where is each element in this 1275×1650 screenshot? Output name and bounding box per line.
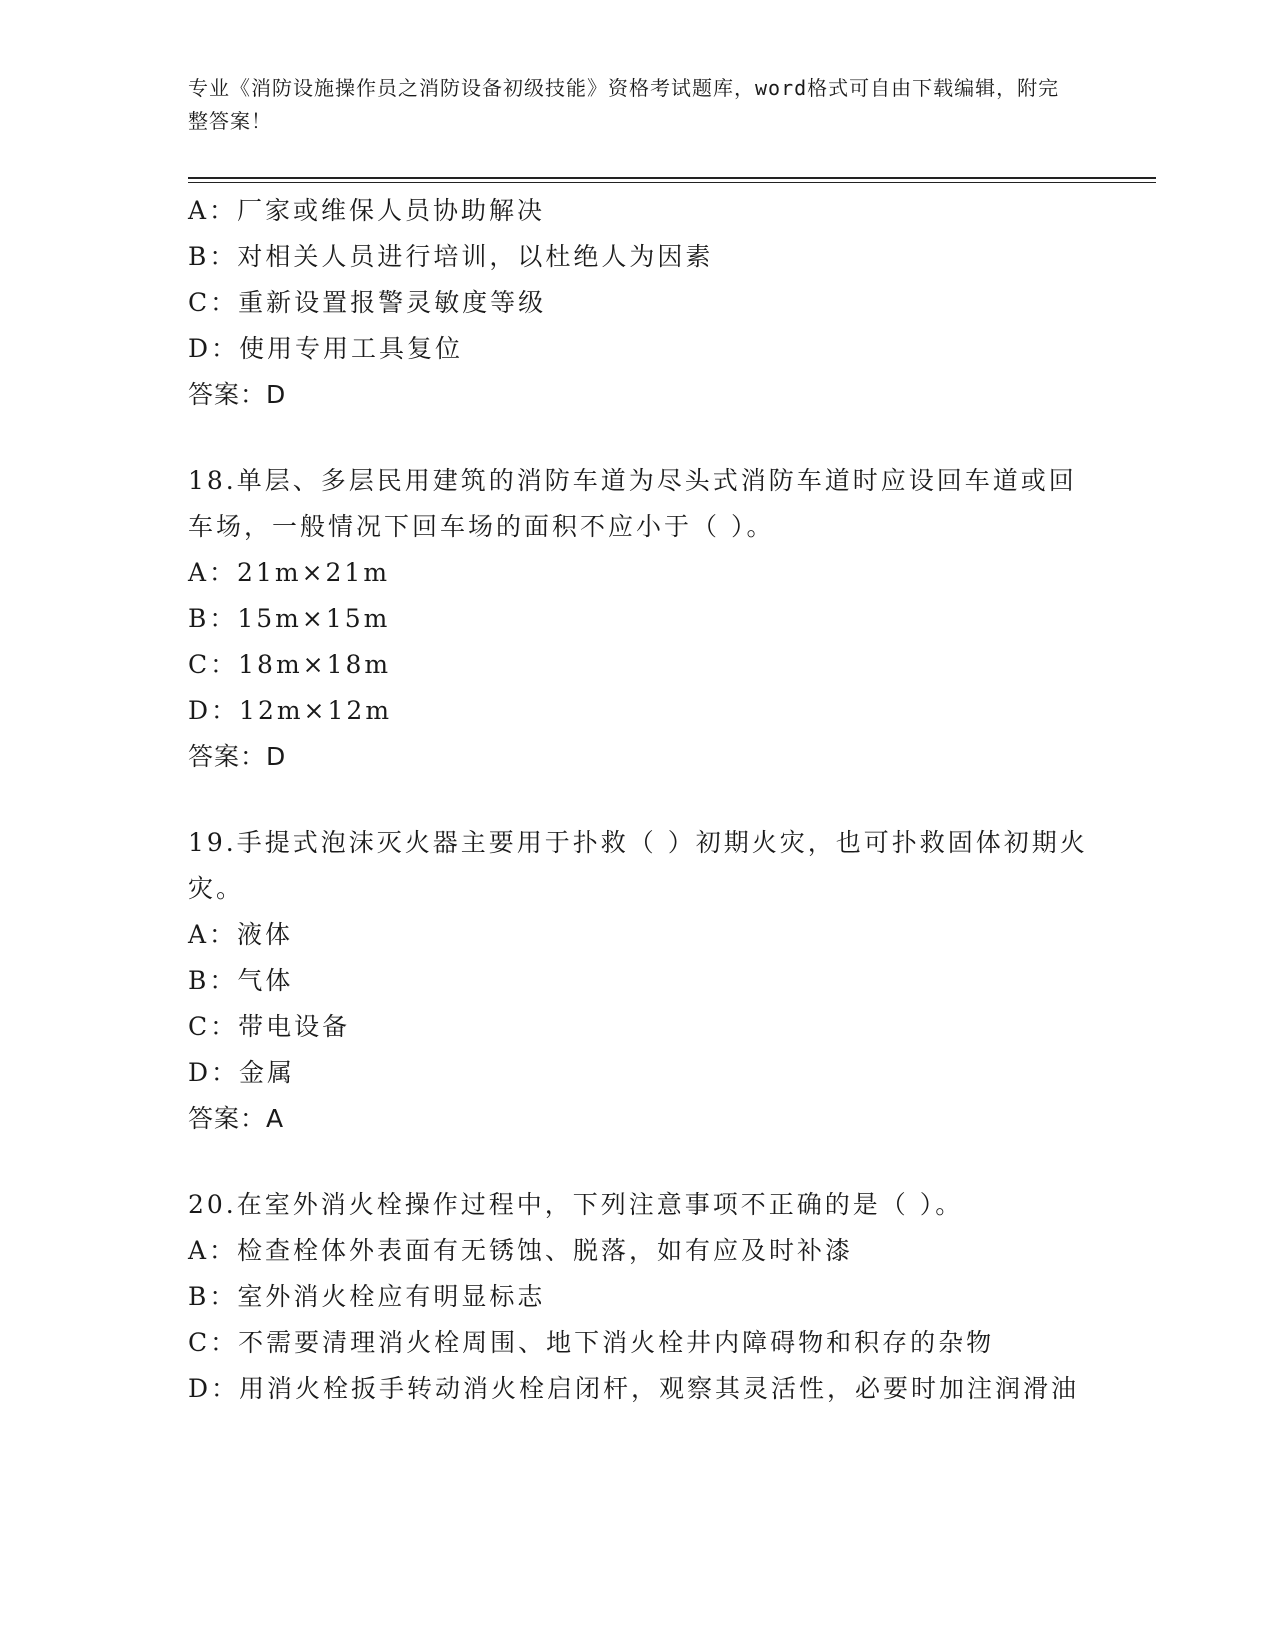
q17-answer: 答案：D [188, 380, 287, 409]
question-18-block [188, 458, 1088, 780]
q18-answer: 答案：D [188, 742, 287, 771]
question-19-block [188, 820, 1088, 1142]
q18-question: 18.单层、多层民用建筑的消防车道为尽头式消防车道时应设回车道或回车场，一般情况下回车场的面积不应小于（ ）。 [188, 466, 1077, 541]
header-rule-thin [188, 182, 1156, 183]
q20-option-d: D：用消火栓扳手转动消火栓启闭杆，观察其灵活性，必要时加注润滑油 [188, 1374, 1080, 1403]
q19-answer: 答案：A [188, 1104, 285, 1133]
question-17-block [188, 188, 1088, 418]
q20-option-b: B：室外消火栓应有明显标志 [188, 1282, 546, 1311]
document-body [188, 188, 1088, 1412]
q18-option-d: D：12m×12m [188, 696, 393, 725]
q17-option-b: B：对相关人员进行培训，以杜绝人为因素 [188, 242, 714, 271]
q19-option-a: A：液体 [188, 920, 294, 949]
q17-option-c: C：重新设置报警灵敏度等级 [188, 288, 547, 317]
q18-option-c: C：18m×18m [188, 650, 392, 679]
q17-option-d: D：使用专用工具复位 [188, 334, 464, 363]
q19-option-c: C：带电设备 [188, 1012, 351, 1041]
q20-question: 20.在室外消火栓操作过程中，下列注意事项不正确的是（ ）。 [188, 1190, 964, 1219]
q19-question: 19.手提式泡沫灭火器主要用于扑救（ ）初期火灾，也可扑救固体初期火灾。 [188, 828, 1088, 903]
q18-option-b: B：15m×15m [188, 604, 391, 633]
q17-option-a: A：厂家或维保人员协助解决 [188, 196, 546, 225]
page-header: 专业《消防设施操作员之消防设备初级技能》资格考试题库，word格式可自由下载编辑，附完整答案！ [188, 76, 1060, 133]
q20-option-a: A：检查栓体外表面有无锈蚀、脱落，如有应及时补漆 [188, 1236, 854, 1265]
header-rule-thick [188, 177, 1156, 179]
question-20-block [188, 1182, 1088, 1412]
q19-option-b: B：气体 [188, 966, 294, 995]
q19-option-d: D：金属 [188, 1058, 296, 1087]
q20-option-c: C：不需要清理消火栓周围、地下消火栓井内障碍物和积存的杂物 [188, 1328, 995, 1357]
q18-option-a: A：21m×21m [188, 558, 391, 587]
